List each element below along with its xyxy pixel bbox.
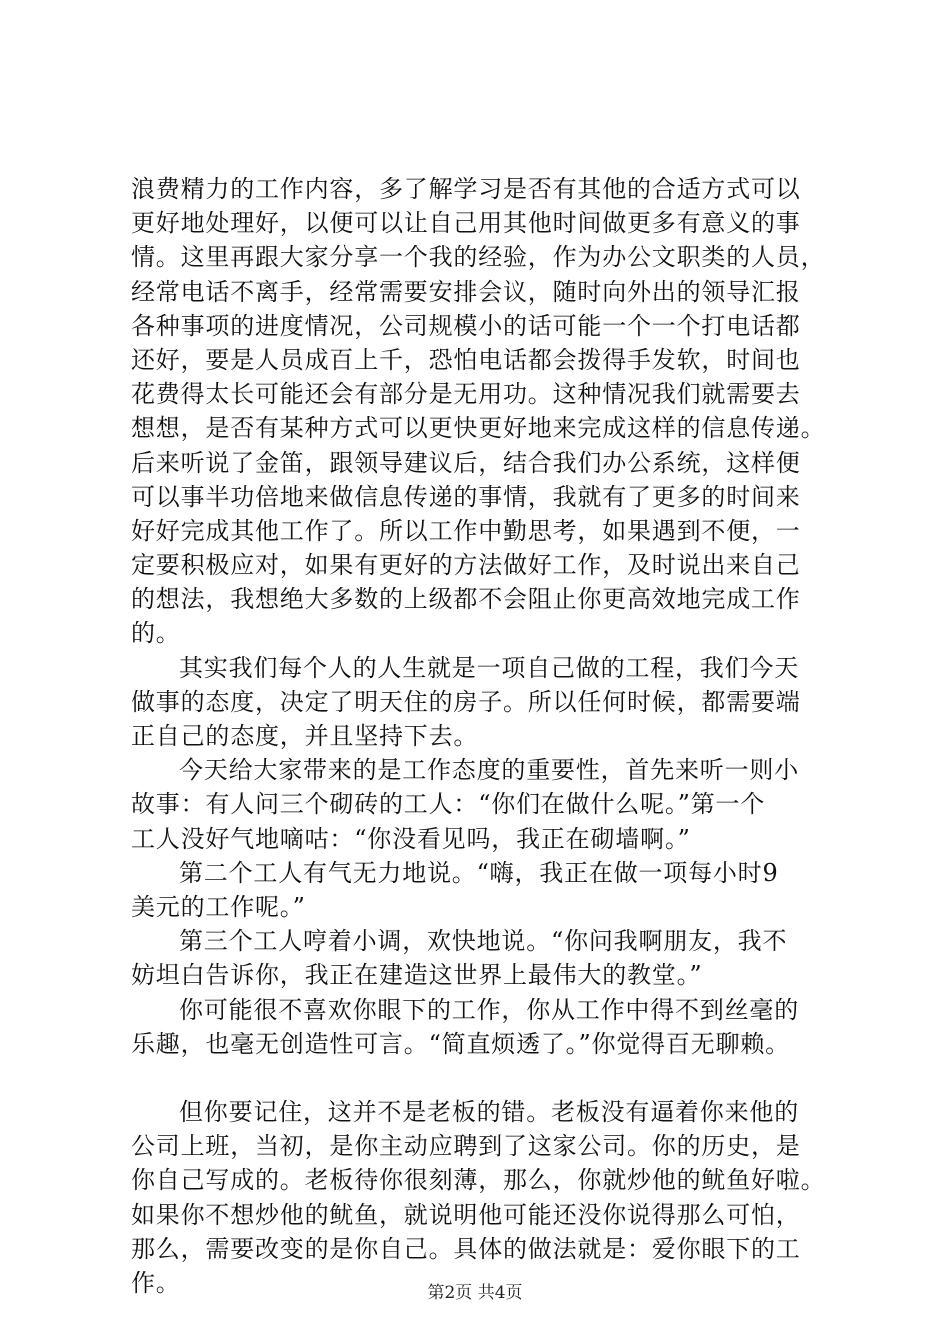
text-line: 浪费精力的工作内容，多了解学习是否有其他的合适方式可以: [131, 175, 801, 203]
paragraph-first-line: 今天给大家带来的是工作态度的重要性，首先来听一则小: [179, 756, 799, 785]
blank-line: [131, 1061, 861, 1095]
paragraph-first-line: 第三个工人哼着小调，欢快地说。“你问我啊朋友，我不: [179, 927, 788, 956]
paragraph-first-line: 但你要记住，这并不是老板的错。老板没有逼着你来他的: [179, 1098, 799, 1127]
text-line: 公司上班，当初，是你主动应聘到了这家公司。你的历史，是: [131, 1132, 801, 1161]
text-line: 情。这里再跟大家分享一个我的经验，作为办公文职类的人员，: [131, 243, 826, 272]
text-line: 的。: [131, 619, 181, 648]
text-line: 工人没好气地嘀咕：“你没看见吗，我正在砌墙啊。”: [131, 824, 691, 853]
paragraph-first-line: 其实我们每个人的人生就是一项自己做的工程，我们今天: [179, 653, 799, 682]
text-line: 定要积极应对，如果有更好的方法做好工作，及时说出来自己: [131, 551, 801, 580]
text-line: 好好完成其他工作了。所以工作中勤思考，如果遇到不便，一: [131, 516, 801, 545]
text-line: 花费得太长可能还会有部分是无用功。这种情况我们就需要去: [131, 380, 801, 409]
text-line: 经常电话不离手，经常需要安排会议，随时向外出的领导汇报: [131, 277, 801, 306]
page-footer: 第2页 共4页: [427, 1283, 523, 1303]
text-line: 还好，要是人员成百上千，恐怕电话都会拨得手发软，时间也: [131, 345, 801, 374]
text-line: 正自己的态度，并且坚持下去。: [131, 722, 479, 750]
text-line: 可以事半功倍地来做信息传递的事情，我就有了更多的时间来: [131, 482, 801, 511]
text-line: 后来听说了金笛，跟领导建议后，结合我们办公系统，这样便: [131, 448, 801, 477]
text-line: 那么，需要改变的是你自己。具体的做法就是：爱你眼下的工: [131, 1234, 801, 1263]
text-line: 更好地处理好，以便可以让自己用其他时间做更多有意义的事: [131, 209, 801, 238]
text-line: 做事的态度，决定了明天住的房子。所以任何时候，都需要端: [131, 687, 801, 716]
text-line: 你自己写成的。老板待你很刻薄，那么，你就炒他的鱿鱼好啦。: [131, 1166, 826, 1195]
text-line: 作。: [131, 1269, 181, 1297]
paragraph-first-line: 第二个工人有气无力地说。“嗨，我正在做一项每小时9: [179, 858, 779, 887]
text-line: 乐趣，也毫无创造性可言。“简直烦透了。”你觉得百无聊赖。: [131, 1029, 790, 1058]
document-body: [131, 172, 861, 1300]
text-line: 故事：有人问三个砌砖的工人：“你们在做什么呢。”第一个: [131, 790, 766, 819]
text-line: 如果你不想炒他的鱿鱼，就说明他可能还没你说得那么可怕，: [131, 1200, 801, 1229]
text-line: 各种事项的进度情况，公司规模小的话可能一个一个打电话都: [131, 311, 801, 340]
text-line: 想想，是否有某种方式可以更快更好地来完成这样的信息传递。: [131, 414, 826, 443]
text-line: 美元的工作呢。”: [131, 892, 306, 921]
paragraph-first-line: 你可能很不喜欢你眼下的工作，你从工作中得不到丝毫的: [179, 995, 799, 1024]
text-line: 的想法，我想绝大多数的上级都不会阻止你更高效地完成工作: [131, 585, 801, 614]
text-line: 妨坦白告诉你，我正在建造这世界上最伟大的教堂。”: [131, 961, 703, 990]
